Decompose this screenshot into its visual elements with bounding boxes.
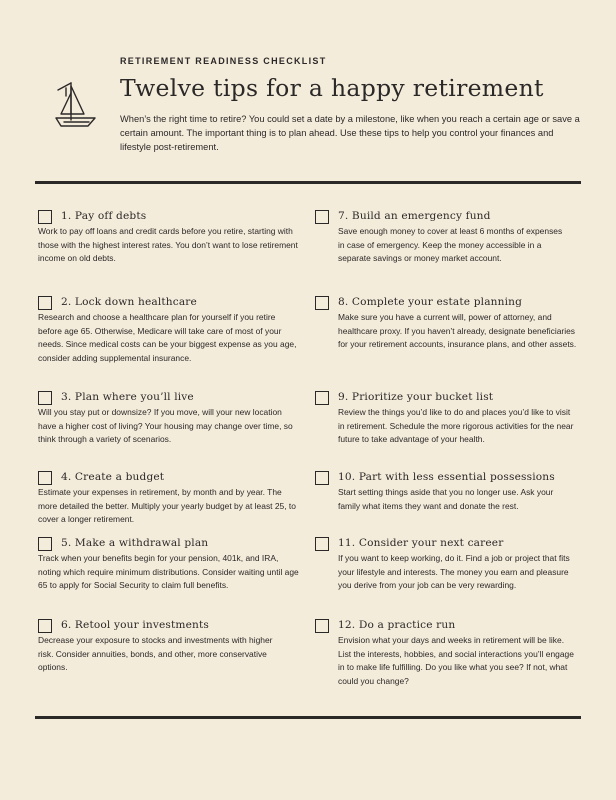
tip-11-body: If you want to keep working, do it. Find a job or project that fits your lifestyle and interests. The money you earn and pleasure you derive from your job can be very rewarding. (338, 553, 570, 590)
tip-1-body: Work to pay off loans and credit cards before you retire, starting with those with the highest interest rates. You don’t want to lose retirement income on old debts. (38, 226, 298, 263)
tip-2-body: Research and choose a healthcare plan for yourself if you retire before age 65. Otherwise, Medicare will take care of most of your needs. Since medical costs can be your biggest expense as you age, consider adding supplemental insurance. (38, 312, 297, 363)
tip-12-title: 12. Do a practice run (338, 619, 456, 631)
tip-8 (315, 294, 577, 389)
intro-paragraph: When’s the right time to retire? You could set a date by a milestone, like when you reach a certain age or save a certain amount. The important thing is to plan ahead. Use these tips to help you control your finances and lifestyle post-retirement. (120, 114, 580, 153)
tip-8-checkbox[interactable] (315, 296, 329, 310)
tip-11-checkbox[interactable] (315, 537, 329, 551)
tip-2-title: 2. Lock down healthcare (61, 296, 197, 308)
tip-1 (38, 208, 298, 294)
tip-2-checkbox[interactable] (38, 296, 52, 310)
tip-4-title: 4. Create a budget (61, 471, 165, 483)
tip-7-body: Save enough money to cover at least 6 months of expenses in case of emergency. Keep the money accessible in a separate savings or money market account. (338, 226, 563, 263)
tip-6-body: Decrease your exposure to stocks and investments with higher risk. Consider annuities, bonds, and other, more conservative options. (38, 635, 273, 672)
tip-4 (38, 469, 296, 535)
tips-column-right (315, 208, 577, 707)
tip-3 (38, 389, 293, 469)
tip-1-checkbox[interactable] (38, 210, 52, 224)
tip-5-body: Track when your benefits begin for your pension, 401k, and IRA, noting which require minimum distributions. Consider waiting until age 65 to apply for Social Security to claim full benefits. (38, 553, 299, 590)
tip-12-checkbox[interactable] (315, 619, 329, 633)
tip-7-title: 7. Build an emergency fund (338, 210, 491, 222)
tip-3-checkbox[interactable] (38, 391, 52, 405)
tip-12 (315, 617, 577, 707)
tip-7-checkbox[interactable] (315, 210, 329, 224)
tip-5-checkbox[interactable] (38, 537, 52, 551)
tip-9-body: Review the things you’d like to do and places you’d like to visit in retirement. Schedule the more rigorous activities for the near future to take advantage of your health. (338, 407, 574, 444)
tip-2 (38, 294, 297, 389)
page-title: Twelve tips for a happy retirement (120, 74, 544, 102)
tip-8-title: 8. Complete your estate planning (338, 296, 523, 308)
tip-9-checkbox[interactable] (315, 391, 329, 405)
tip-4-body: Estimate your expenses in retirement, by month and by year. The more detailed the better. Multiply your yearly budget by at least 25, to cover a longer retirement. (38, 487, 296, 524)
tip-8-body: Make sure you have a current will, power of attorney, and healthcare proxy. If you haven’t already, designate beneficiaries for your retirement accounts, insurance plans, and other assets. (338, 312, 577, 349)
tip-11 (315, 535, 577, 617)
tip-7 (315, 208, 577, 294)
tip-6 (38, 617, 278, 687)
tip-6-checkbox[interactable] (38, 619, 52, 633)
bottom-divider (35, 716, 581, 719)
tip-4-checkbox[interactable] (38, 471, 52, 485)
tip-10-title: 10. Part with less essential possessions (338, 471, 555, 483)
tip-5 (38, 535, 299, 617)
sailboat-icon (55, 80, 99, 130)
top-divider (35, 181, 581, 184)
tip-10 (315, 469, 577, 535)
tip-6-title: 6. Retool your investments (61, 619, 209, 631)
tip-1-title: 1. Pay off debts (61, 210, 147, 222)
tip-9 (315, 389, 577, 469)
tip-5-title: 5. Make a withdrawal plan (61, 537, 209, 549)
tip-9-title: 9. Prioritize your bucket list (338, 391, 494, 403)
tip-3-body: Will you stay put or downsize? If you move, will your new location have a higher cost of living? Your housing may change over time, so think through a variety of scenarios. (38, 407, 293, 444)
tip-11-title: 11. Consider your next career (338, 537, 504, 549)
tips-column-left (38, 208, 299, 687)
tip-12-body: Envision what your days and weeks in retirement will be like. List the interests, hobbies, and social interactions you’ll engage in to make life fulfilling. Do you like what you see? If not, what could you change? (338, 635, 574, 686)
tip-10-body: Start setting things aside that you no longer use. Ask your family what items they want and donate the rest. (338, 487, 554, 511)
tip-3-title: 3. Plan where you’ll live (61, 391, 194, 403)
checklist-kicker: RETIREMENT READINESS CHECKLIST (120, 56, 327, 66)
tip-10-checkbox[interactable] (315, 471, 329, 485)
